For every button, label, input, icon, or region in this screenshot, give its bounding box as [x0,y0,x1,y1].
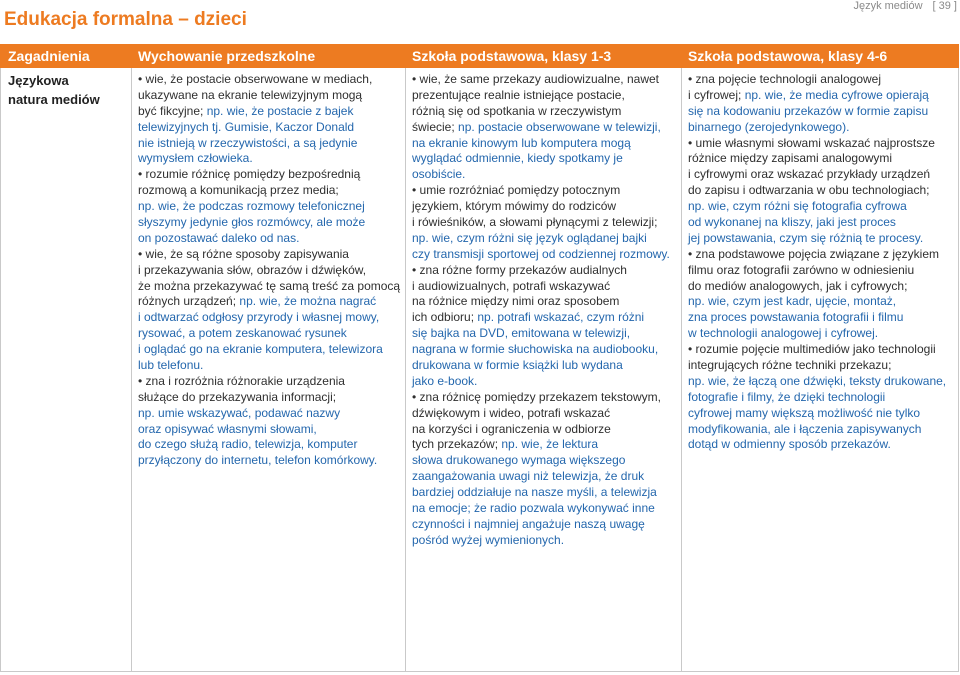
text-line [138,342,405,358]
body-text: • rozumie różnicę pomiędzy bezpośrednią [138,167,361,182]
text-line [412,310,681,326]
body-text: • rozumie pojęcie multimediów jako technologii [688,342,936,357]
body-text: ukazywane na ekranie telewizyjnym mogą [138,87,363,102]
body-text: filmu oraz fotografii zarówno w odniesieniu [688,262,915,277]
text-line [688,263,958,279]
example-text: jej powstawania, czym się różnią te procesy. [688,230,924,245]
example-text: lub telefonu. [138,358,204,373]
topic-line: natura mediów [8,92,100,107]
example-text: nie istnieją w rzeczywistości, a są jedynie [138,135,358,150]
text-line [688,167,958,183]
text-line [412,406,681,422]
example-text: rysować, a potem zeskanować rysunek [138,326,347,341]
text-line [688,294,958,310]
body-text: na korzyści i ograniczenia w odbiorze [412,421,611,436]
body-text: i przekazywania słów, obrazów i dźwięków, [138,262,367,277]
text-line [688,72,958,88]
example-text: dotąd w odmienny sposób przekazów. [688,437,891,452]
text-line [412,120,681,136]
text-line [688,406,958,422]
text-line [688,279,958,295]
body-text: rozmową a komunikacją przez media; [138,183,339,198]
body-text: do mediów analogowych, jak i cyfrowych; [688,278,908,293]
example-text: drukowana w formie książki lub wydana [412,358,623,373]
text-line [412,517,681,533]
example-text: słyszymy jedynie głos rozmówcy, ale może [138,215,366,230]
text-line [688,326,958,342]
text-line [138,422,405,438]
text-line [688,199,958,215]
page-number: [ 39 ] [932,0,957,12]
example-text: na emocje; że radio pozwala wykonywać inne [412,501,655,516]
text-line [138,183,405,199]
text-line [138,104,405,120]
text-line [138,88,405,104]
header-cell-topics: Zagadnienia [8,48,90,64]
example-text: w technologii analogowej i cyfrowej. [688,326,879,341]
example-text: zna proces powstawania fotografii i filmu [688,310,904,325]
text-line [138,310,405,326]
example-text: się na kodowaniu przekazów w formie zapisu [688,103,929,118]
example-text: modyfikowania, ale i łączenia zapisywanych [688,421,922,436]
example-text: i oglądać go na ekranie komputera, telewizora [138,342,383,357]
cell-grades-1-3 [405,68,681,671]
text-line [138,263,405,279]
body-text: na różnice między nimi oraz sposobem [412,294,620,309]
text-line [138,136,405,152]
example-text: wymysłem człowieka. [138,151,253,166]
text-line [138,358,405,374]
text-line [412,390,681,406]
example-text: słowa drukowanego wymaga większego [412,453,626,468]
text-line [412,437,681,453]
example-text: zaangażowania uwagi niż telewizja, że druk [412,469,645,484]
text-line [138,167,405,183]
topic-cell [1,68,131,671]
text-line [688,310,958,326]
text-line [688,120,958,136]
body-text: • umie rozróżniać pomiędzy potocznym [412,183,621,198]
text-line [412,167,681,183]
table-body [0,68,959,672]
text-line [138,406,405,422]
text-line [688,390,958,406]
text-line [688,231,958,247]
example-text: od wykonanej na kliszy, jaki jest proces [688,215,896,230]
example-text: np. wie, czym różni się język oglądanej bajki [412,230,647,245]
body-text: dźwiękowym i wideo, potrafi wskazać [412,405,611,420]
body-text: • wie, że same przekazy audiowizualne, nawet [412,72,659,86]
body-text: i cyfrowej; [688,87,745,102]
section-name: Język mediów [853,0,923,12]
text-line [412,374,681,390]
body-text: • umie własnymi słowami wskazać najprostsze [688,135,935,150]
body-text: i rówieśników, a słowami płynącymi z telewizji; [412,215,658,230]
body-text: i audiowizualnych, potrafi wskazywać [412,278,611,293]
text-line [412,279,681,295]
example-text: nagrana w formie słuchowiska na audiobooku, [412,342,659,357]
text-line [688,437,958,453]
running-head [853,0,957,12]
text-line [412,215,681,231]
text-line [412,151,681,167]
body-text: • wie, że postacie obserwowane w mediach, [138,72,373,86]
example-text: przyłączony do internetu, telefon komórkowy. [138,453,378,468]
text-line [412,247,681,263]
example-text: np. wie, że postacie z bajek [206,103,354,118]
example-text: np. wie, że podczas rozmowy telefonicznej [138,199,365,214]
example-text: wyglądać odmiennie, kiedy spotkamy je [412,151,623,166]
text-line [412,231,681,247]
text-line [412,469,681,485]
text-line [412,72,681,88]
text-line [138,374,405,390]
topic-line: Językowa [8,73,69,88]
body-text: • zna różnicę pomiędzy przekazem tekstowym, [412,389,661,404]
text-line [412,533,681,549]
cell-grades-4-6 [681,68,958,671]
text-line [412,453,681,469]
text-line [138,215,405,231]
example-text: np. postacie obserwowane w telewizji, [458,119,661,134]
text-line [688,247,958,263]
example-text: czy transmisji sportowej od codziennej rozmowy. [412,246,670,261]
body-text: świecie; [412,119,459,134]
body-text: językiem, którym mówimy do rodziców [412,199,617,214]
text-line [412,326,681,342]
text-line [138,151,405,167]
body-text: do zapisu i odtwarzania w obu technologiach; [688,183,930,198]
text-line [412,358,681,374]
example-text: na ekranie kinowym lub komputera mogą [412,135,631,150]
example-text: pośród wyżej wymienionych. [412,532,565,547]
body-text: tych przekazów; [412,437,502,452]
text-line [412,501,681,517]
example-text: jako e-book. [412,373,478,388]
example-text: i odtwarzać odgłosy przyrody i własnej mowy, [138,310,380,325]
body-text: różnych urządzeń; [138,294,240,309]
example-text: fotografie i filmy, że dzięki technologii [688,389,886,404]
table-header [0,44,959,68]
text-line [688,104,958,120]
text-line [688,342,958,358]
example-text: np. wie, czym różni się fotografia cyfrowa [688,199,907,214]
curriculum-table [0,44,959,672]
example-text: np. wie, że lektura [501,437,599,452]
page-title: Edukacja formalna – dzieci [4,9,247,30]
text-line [688,374,958,390]
text-line [688,215,958,231]
text-line [412,342,681,358]
body-text: prezentujące realnie istniejące postacie, [412,87,625,102]
text-line [412,199,681,215]
body-text: że można przekazywać tę samą treść za pomocą [138,278,401,293]
header-cell-grades-4-6: Szkoła podstawowa, klasy 4-6 [688,48,888,64]
body-text: ich odbioru; [412,310,478,325]
body-text: i cyfrowymi oraz wskazać przykłady urządzeń [688,167,931,182]
example-text: binarnego (zerojedynkowego). [688,119,850,134]
body-text: integrujących różne techniki przekazu; [688,358,892,373]
example-text: oraz opisywać własnymi słowami, [138,421,317,436]
text-line [138,437,405,453]
example-text: on pozostawać daleko od nas. [138,230,300,245]
text-line [688,151,958,167]
text-line [412,294,681,310]
example-text: czynności i najmniej angażuje naszą uwagę [412,516,645,531]
text-line [688,136,958,152]
text-line [138,453,405,469]
text-line [412,136,681,152]
body-text: • zna i rozróżnia różnorakie urządzenia [138,373,345,388]
example-text: np. wie, czym jest kadr, ujęcie, montaż, [688,294,897,309]
header-cell-preschool: Wychowanie przedszkolne [138,48,316,64]
body-text: • zna różne formy przekazów audialnych [412,262,627,277]
text-line [138,294,405,310]
body-text: różnią się od spotkania w rzeczywistym [412,103,622,118]
text-line [138,279,405,295]
text-line [138,231,405,247]
text-line [138,120,405,136]
text-line [688,183,958,199]
text-line [688,422,958,438]
body-text: różnice między zapisami analogowymi [688,151,893,166]
example-text: się bajka na DVD, emitowana w telewizji, [412,326,631,341]
text-line [138,247,405,263]
example-text: cyfrowej mamy większą możliwość nie tylko [688,405,921,420]
example-text: bardziej oddziałuje na nasze myśli, a telewizja [412,485,657,500]
cell-preschool [131,68,405,671]
body-text: • zna pojęcie technologii analogowej [688,72,882,86]
text-line [688,358,958,374]
example-text: np. potrafi wskazać, czym różni [477,310,645,325]
text-line [412,104,681,120]
text-line [138,390,405,406]
text-line [412,422,681,438]
header-cell-grades-1-3: Szkoła podstawowa, klasy 1-3 [412,48,612,64]
body-text: służące do przekazywania informacji; [138,389,337,404]
example-text: np. wie, że media cyfrowe opierają [744,87,929,102]
text-line [138,199,405,215]
text-line [412,183,681,199]
example-text: telewizyjnych tj. Gumisie, Kaczor Donald [138,119,355,134]
text-line [138,72,405,88]
example-text: np. umie wskazywać, podawać nazwy [138,405,341,420]
text-line [412,88,681,104]
body-text: • zna podstawowe pojęcia związane z językiem [688,246,939,261]
text-line [412,485,681,501]
example-text: osobiście. [412,167,466,182]
example-text: do czego służą radio, telewizja, komputer [138,437,358,452]
example-text: np. wie, że można nagrać [239,294,377,309]
body-text: • wie, że są różne sposoby zapisywania [138,246,349,261]
text-line [688,88,958,104]
text-line [412,263,681,279]
example-text: np. wie, że łączą one dźwięki, teksty drukowane, [688,373,947,388]
text-line [138,326,405,342]
body-text: być fikcyjne; [138,103,207,118]
